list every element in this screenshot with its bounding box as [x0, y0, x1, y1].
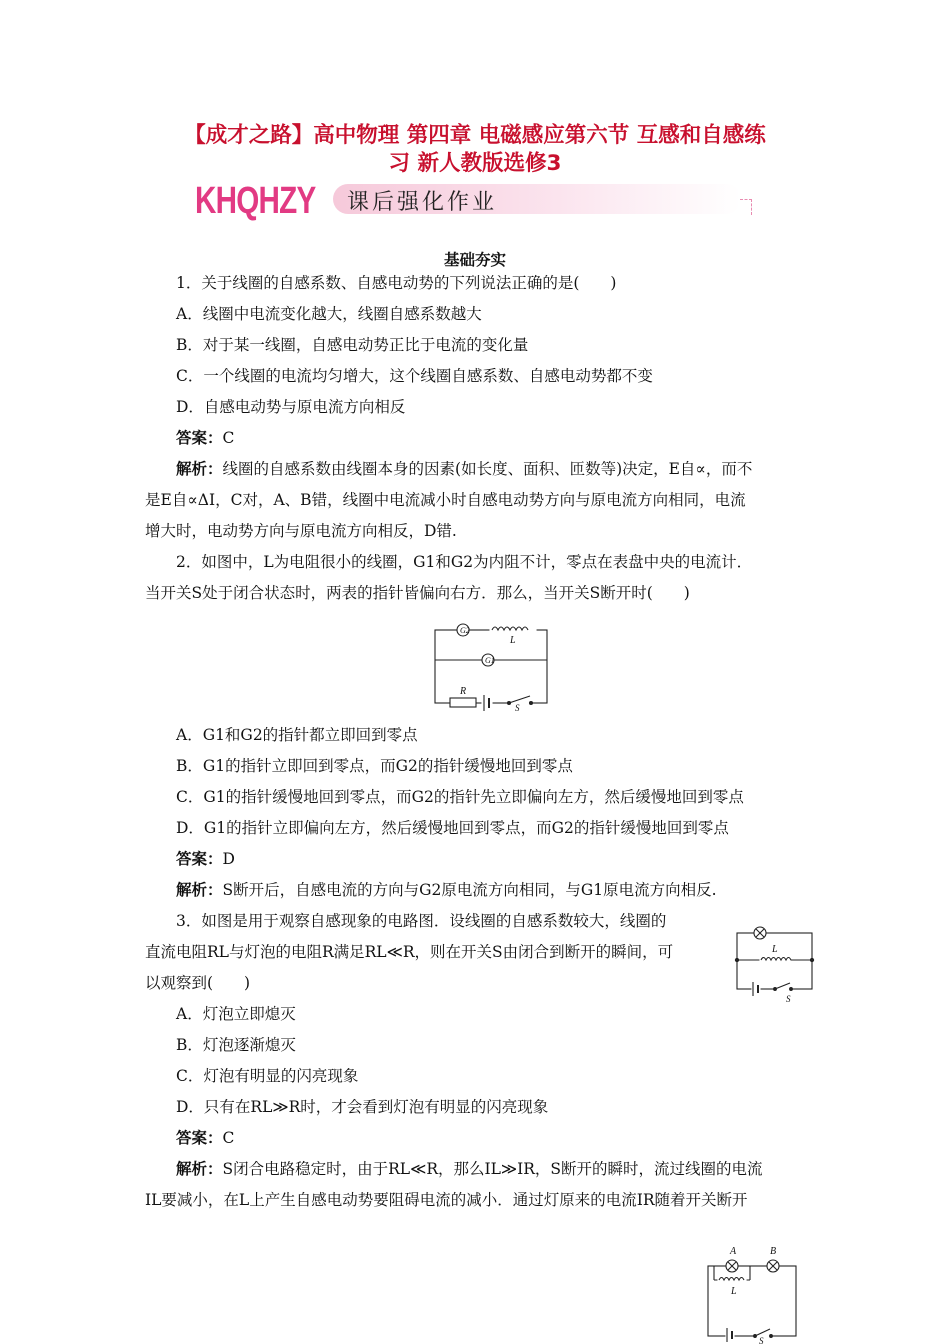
q1-option-c: C．一个线圈的电流均匀增大，这个线圈自感系数、自感电动势都不变 [176, 367, 653, 385]
q3-switch-label: S [786, 994, 791, 1004]
q1-option-a: A．线圈中电流变化越大，线圈自感系数越大 [176, 305, 482, 323]
g2-label: G2 [460, 626, 470, 635]
q2-option-a: A．G1和G2的指针都立即回到零点 [176, 726, 418, 744]
q2-answer-value: D [222, 850, 235, 868]
q3-option-c: C．灯泡有明显的闪亮现象 [176, 1067, 359, 1085]
homework-banner [195, 178, 765, 226]
q1-analysis-line-1 [176, 459, 752, 479]
switch-label: S [515, 703, 520, 713]
q3-answer [176, 1128, 234, 1148]
g1-label: G1 [485, 656, 495, 665]
title-line-1: 【成才之路】高中物理 第四章 电磁感应第六节 互感和自感练 [184, 123, 766, 148]
q2-option-b: B．G1的指针立即回到零点，而G2的指针缓慢地回到零点 [176, 757, 573, 775]
q2-option-c: C．G1的指针缓慢地回到零点，而G2的指针先立即偏向左方，然后缓慢地回到零点 [176, 788, 744, 806]
q2-analysis-text: S断开后，自感电流的方向与G2原电流方向相同，与G1原电流方向相反. [222, 881, 717, 899]
q4-switch-label: S [759, 1336, 764, 1344]
q3-circuit-figure [732, 922, 817, 1004]
q2-analysis [176, 880, 717, 900]
banner-label: 课后强化作业 [347, 190, 498, 215]
q2-circuit-figure [430, 618, 555, 713]
lamp-a-label: A [730, 1246, 737, 1257]
q3-analysis-label: 解析： [176, 1160, 223, 1178]
q3-stem-line-1: 3．如图是用于观察自感现象的电路图．设线圈的自感系数较大，线圈的 [176, 912, 667, 930]
inductor-label: L [510, 635, 516, 646]
q1-stem: 1．关于线圈的自感系数、自感电动势的下列说法正确的是( ) [176, 274, 617, 292]
q1-analysis-line-3: 增大时，电动势方向与原电流方向相反，D错. [145, 522, 457, 540]
q1-option-b: B．对于某一线圈，自感电动势正比于电流的变化量 [176, 336, 529, 354]
q3-option-d: D．只有在RL≫R时，才会看到灯泡有明显的闪亮现象 [176, 1098, 549, 1116]
q1-answer-value: C [222, 429, 235, 447]
title-line-2: 习 新人教版选修3 [388, 151, 562, 176]
q2-answer-label: 答案： [176, 850, 223, 868]
q4-circuit-figure [700, 1240, 805, 1344]
q1-option-d: D．自感电动势与原电流方向相反 [176, 398, 406, 416]
q2-option-d: D．G1的指针立即偏向左方，然后缓慢地回到零点，而G2的指针缓慢地回到零点 [176, 819, 729, 837]
q3-option-b: B．灯泡逐渐熄灭 [176, 1036, 296, 1054]
q2-circuit-outer [435, 630, 547, 703]
q3-answer-value: C [222, 1129, 235, 1147]
lamp-b-label: B [770, 1246, 777, 1257]
resistor [450, 698, 476, 707]
q2-answer [176, 849, 235, 869]
q3-stem-line-2: 直流电阻RL与灯泡的电阻R满足RL≪R，则在开关S由闭合到断开的瞬间，可 [145, 943, 674, 961]
q3-stem-line-3: 以观察到( ) [145, 974, 251, 992]
q1-answer [176, 428, 234, 448]
q3-analysis-line-2: IL要减小，在L上产生自感电动势要阻碍电流的减小．通过灯原来的电流IR随着开关断开 [145, 1191, 748, 1209]
q3-inductor-label: L [772, 944, 778, 955]
banner-logo: KHQHZY [195, 180, 316, 222]
q3-analysis-line-1 [176, 1159, 763, 1179]
banner-pill [333, 184, 741, 214]
q3-option-a: A．灯泡立即熄灭 [176, 1005, 296, 1023]
q3-answer-label: 答案： [176, 1129, 223, 1147]
q2-analysis-label: 解析： [176, 881, 223, 899]
q1-analysis-label: 解析： [176, 460, 223, 478]
section-heading: 基础夯实 [443, 251, 506, 269]
q1-answer-label: 答案： [176, 429, 223, 447]
q2-stem-line-2: 当开关S处于闭合状态时，两表的指针皆偏向右方．那么，当开关S断开时( ) [145, 584, 690, 602]
q2-stem-line-1: 2．如图中，L为电阻很小的线圈，G1和G2为内阻不计，零点在表盘中央的电流计． [176, 553, 753, 571]
q3-analysis-text-1: S闭合电路稳定时，由于RL≪R，那么IL≫IR，S断开的瞬时，流过线圈的电流 [222, 1160, 763, 1178]
q4-inductor-label: L [731, 1286, 737, 1297]
resistor-label: R [460, 686, 467, 697]
q1-analysis-line-2: 是E自∝ΔI，C对，A、B错，线圈中电流减小时自感电动势方向与原电流方向相同，电流 [145, 491, 746, 509]
banner-dash-arrow [751, 199, 752, 215]
q1-analysis-text-1: 线圈的自感系数由线圈本身的因素(如长度、面积、匝数等)决定，E自∝，而不 [222, 460, 753, 478]
document-title [140, 122, 810, 178]
